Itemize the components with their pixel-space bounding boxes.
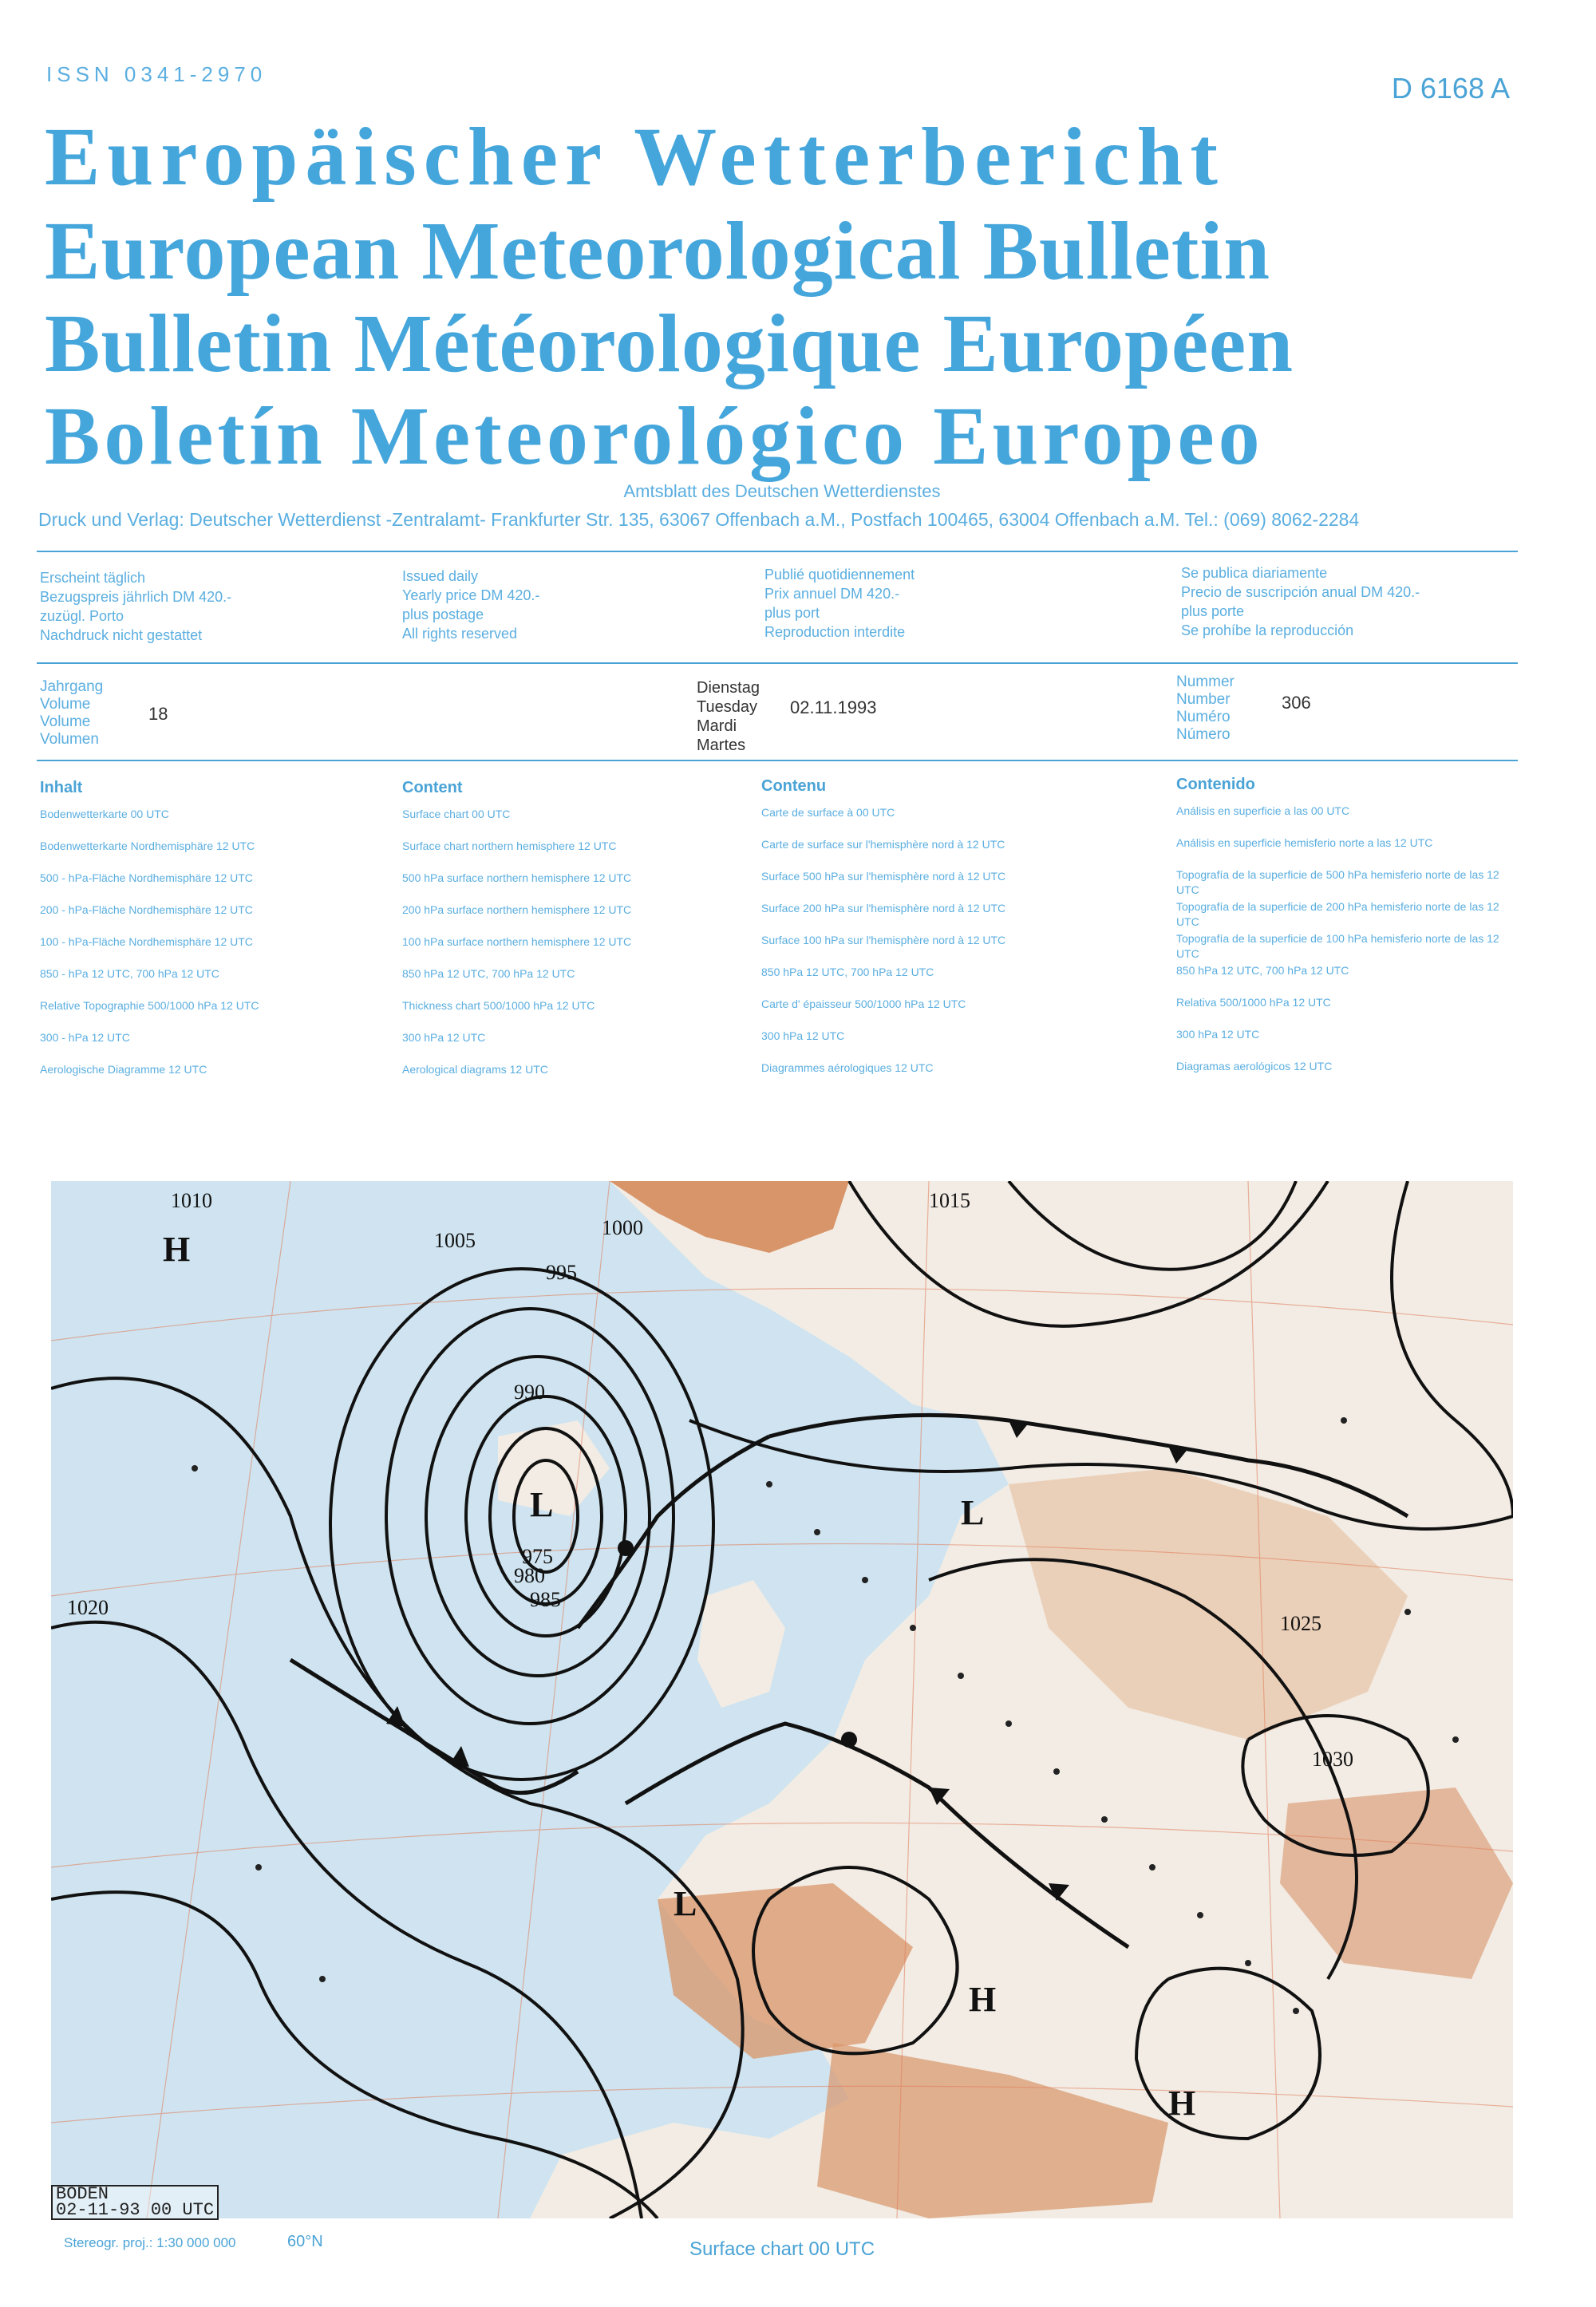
isobar-label: 975 bbox=[522, 1545, 553, 1568]
volume-label: Jahrgang bbox=[40, 678, 104, 695]
subscription-line: zuzügl. Porto bbox=[40, 608, 124, 624]
contents-fr bbox=[761, 777, 1160, 1092]
isobar-label: 1020 bbox=[67, 1596, 109, 1619]
contents-item: 850 - hPa 12 UTC, 700 hPa 12 UTC bbox=[40, 967, 219, 980]
publisher-line: Druck und Verlag: Deutscher Wetterdienst -Zentralamt- Frankfurter Str. 135, 63067 Offenbach a.M., Postfach 100465, 63004 Offenbach a.M. Tel.: (069) 8062-2284 bbox=[38, 509, 1360, 530]
subscription-line: plus port bbox=[764, 605, 820, 621]
high-pressure-center: H bbox=[969, 1980, 997, 2019]
contents-item: Aerologische Diagramme 12 UTC bbox=[40, 1063, 207, 1076]
contents-item: Bodenwetterkarte Nordhemisphäre 12 UTC bbox=[40, 839, 255, 852]
map-graphic bbox=[51, 1181, 1513, 2218]
amtsblatt: Amtsblatt des Deutschen Wetterdienstes bbox=[623, 481, 941, 501]
isobar-label: 1010 bbox=[171, 1189, 212, 1212]
contents-item: 850 hPa 12 UTC, 700 hPa 12 UTC bbox=[1176, 964, 1349, 977]
contents-item: 200 hPa surface northern hemisphere 12 UTC bbox=[402, 903, 632, 916]
contents-item: Análisis en superficie a las 00 UTC bbox=[1176, 804, 1350, 817]
subscription-line: plus porte bbox=[1181, 603, 1245, 619]
contents-item: Surface 200 hPa sur l'hemisphère nord à 12 UTC bbox=[761, 902, 1006, 915]
contents-heading: Contenido bbox=[1176, 776, 1255, 793]
map-caption: Surface chart 00 UTC bbox=[689, 2238, 875, 2260]
contents-item: 500 hPa surface northern hemisphere 12 UTC bbox=[402, 871, 632, 884]
issn: ISSN 0341-2970 bbox=[46, 62, 267, 86]
low-pressure-center: L bbox=[674, 1884, 697, 1923]
volume-labels bbox=[40, 678, 103, 749]
title-german: Europäischer Wetterbericht bbox=[45, 111, 1225, 203]
surface-weather-map bbox=[51, 1181, 1513, 2218]
divider bbox=[37, 760, 1518, 761]
contents-item: Topografía de la superficie de 100 hPa hemisferio norte de las 12 UTC bbox=[1176, 932, 1499, 960]
contents-item: Carte de surface à 00 UTC bbox=[761, 806, 895, 819]
contents-item: Diagrammes aérologiques 12 UTC bbox=[761, 1061, 934, 1074]
divider bbox=[37, 662, 1518, 664]
subscription-line: Precio de suscripción anual DM 420.- bbox=[1181, 584, 1420, 600]
contents-item: Relative Topographie 500/1000 hPa 12 UTC bbox=[40, 999, 259, 1012]
low-pressure-center: L bbox=[961, 1493, 985, 1532]
contents-item: Surface 100 hPa sur l'hemisphère nord à 12 UTC bbox=[761, 934, 1006, 946]
contents-es bbox=[1176, 776, 1511, 1091]
contents-item: Thickness chart 500/1000 hPa 12 UTC bbox=[402, 999, 595, 1012]
high-pressure-center: H bbox=[163, 1230, 191, 1269]
contents-item: 100 hPa surface northern hemisphere 12 UTC bbox=[402, 935, 632, 948]
map-stamp bbox=[51, 2185, 219, 2220]
day-labels bbox=[697, 678, 760, 755]
number-label: Number bbox=[1176, 691, 1231, 708]
day-label: Mardi bbox=[697, 717, 737, 735]
contents-item: Topografía de la superficie de 200 hPa hemisferio norte de las 12 UTC bbox=[1176, 900, 1499, 928]
divider bbox=[37, 551, 1518, 552]
subscription-de bbox=[40, 568, 231, 645]
contents-item: Diagramas aerológicos 12 UTC bbox=[1176, 1060, 1333, 1073]
document-number: D 6168 A bbox=[1391, 72, 1510, 105]
subscription-line: Prix annuel DM 420.- bbox=[764, 586, 900, 602]
contents-de bbox=[40, 779, 391, 1094]
subscription-line: Se prohíbe la reproducción bbox=[1181, 622, 1354, 638]
contents-item: 300 - hPa 12 UTC bbox=[40, 1031, 130, 1044]
day-label: Dienstag bbox=[697, 679, 760, 697]
contents-item: 850 hPa 12 UTC, 700 hPa 12 UTC bbox=[402, 967, 575, 980]
subscription-es bbox=[1181, 563, 1420, 640]
number-label: Nummer bbox=[1176, 674, 1235, 690]
isobar-label: 1015 bbox=[929, 1189, 970, 1212]
contents-item: Carte d' épaisseur 500/1000 hPa 12 UTC bbox=[761, 997, 966, 1010]
contents-item: 300 hPa 12 UTC bbox=[402, 1031, 486, 1044]
latitude-note: 60°N bbox=[287, 2233, 323, 2250]
contents-item: 200 - hPa-Fläche Nordhemisphäre 12 UTC bbox=[40, 903, 253, 916]
subscription-en bbox=[402, 567, 539, 643]
isobar-label: 985 bbox=[530, 1588, 561, 1611]
isobar-label: 995 bbox=[546, 1261, 577, 1284]
subscription-line: Se publica diariamente bbox=[1181, 565, 1328, 581]
isobar-label: 1030 bbox=[1312, 1748, 1353, 1771]
volume-label: Volume bbox=[40, 696, 91, 713]
contents-item: Surface 500 hPa sur l'hemisphère nord à 12 UTC bbox=[761, 870, 1006, 883]
high-pressure-center: H bbox=[1168, 2084, 1196, 2123]
contents-item: 850 hPa 12 UTC, 700 hPa 12 UTC bbox=[761, 966, 934, 978]
contents-item: Aerological diagrams 12 UTC bbox=[402, 1063, 548, 1076]
contents-en bbox=[402, 779, 753, 1094]
low-pressure-center: L bbox=[530, 1485, 554, 1524]
volume-label: Volume bbox=[40, 713, 91, 730]
contents-item: Surface chart 00 UTC bbox=[402, 808, 511, 820]
subscription-line: plus postage bbox=[402, 606, 484, 622]
day-label: Tuesday bbox=[697, 698, 757, 716]
subscription-line: Bezugspreis jährlich DM 420.- bbox=[40, 589, 232, 605]
contents-item: 300 hPa 12 UTC bbox=[761, 1029, 845, 1042]
contents-item: 500 - hPa-Fläche Nordhemisphäre 12 UTC bbox=[40, 871, 253, 884]
isobar-label: 1000 bbox=[602, 1216, 643, 1239]
title-english: European Meteorological Bulletin bbox=[45, 205, 1271, 297]
isobar-label: 990 bbox=[514, 1381, 545, 1404]
issue-number: 306 bbox=[1282, 693, 1311, 713]
subscription-fr bbox=[764, 565, 915, 642]
contents-item: Relativa 500/1000 hPa 12 UTC bbox=[1176, 996, 1331, 1009]
title-spanish: Boletín Meteorológico Europeo bbox=[45, 390, 1264, 482]
contents-heading: Inhalt bbox=[40, 779, 83, 796]
contents-item: 100 - hPa-Fläche Nordhemisphäre 12 UTC bbox=[40, 935, 253, 948]
contents-item: Topografía de la superficie de 500 hPa hemisferio norte de las 12 UTC bbox=[1176, 868, 1499, 896]
number-label: Numéro bbox=[1176, 709, 1231, 725]
subscription-line: All rights reserved bbox=[402, 626, 518, 642]
contents-heading: Contenu bbox=[761, 777, 827, 795]
volume-label: Volumen bbox=[40, 731, 99, 748]
subscription-line: Reproduction interdite bbox=[764, 624, 906, 640]
isobar-label: 980 bbox=[514, 1564, 545, 1587]
title-french: Bulletin Météorologique Européen bbox=[45, 298, 1294, 389]
isobar-label: 1005 bbox=[434, 1229, 476, 1252]
stamp-line: 02-11-93 00 UTC bbox=[56, 2200, 215, 2220]
stamp-line: BODEN bbox=[56, 2184, 109, 2204]
volume-value: 18 bbox=[148, 704, 168, 724]
contents-item: Surface chart northern hemisphere 12 UTC bbox=[402, 839, 617, 852]
contents-heading: Content bbox=[402, 779, 463, 796]
subscription-line: Nachdruck nicht gestattet bbox=[40, 627, 203, 643]
contents-item: Bodenwetterkarte 00 UTC bbox=[40, 808, 169, 820]
day-label: Martes bbox=[697, 737, 746, 754]
issue-date: 02.11.1993 bbox=[790, 697, 877, 717]
contents-item: Carte de surface sur l'hemisphère nord à 12 UTC bbox=[761, 838, 1005, 851]
subscription-line: Issued daily bbox=[402, 568, 479, 584]
subscription-line: Erscheint täglich bbox=[40, 570, 146, 586]
projection-note: Stereogr. proj.: 1:30 000 000 bbox=[64, 2235, 236, 2250]
subscription-line: Publié quotidiennement bbox=[764, 567, 915, 583]
contents-item: 300 hPa 12 UTC bbox=[1176, 1028, 1260, 1041]
number-label: Número bbox=[1176, 726, 1231, 743]
contents-item: Análisis en superficie hemisferio norte a las 12 UTC bbox=[1176, 836, 1433, 849]
subscription-line: Yearly price DM 420.- bbox=[402, 587, 540, 603]
number-labels bbox=[1176, 674, 1235, 744]
isobar-label: 1025 bbox=[1280, 1612, 1321, 1635]
